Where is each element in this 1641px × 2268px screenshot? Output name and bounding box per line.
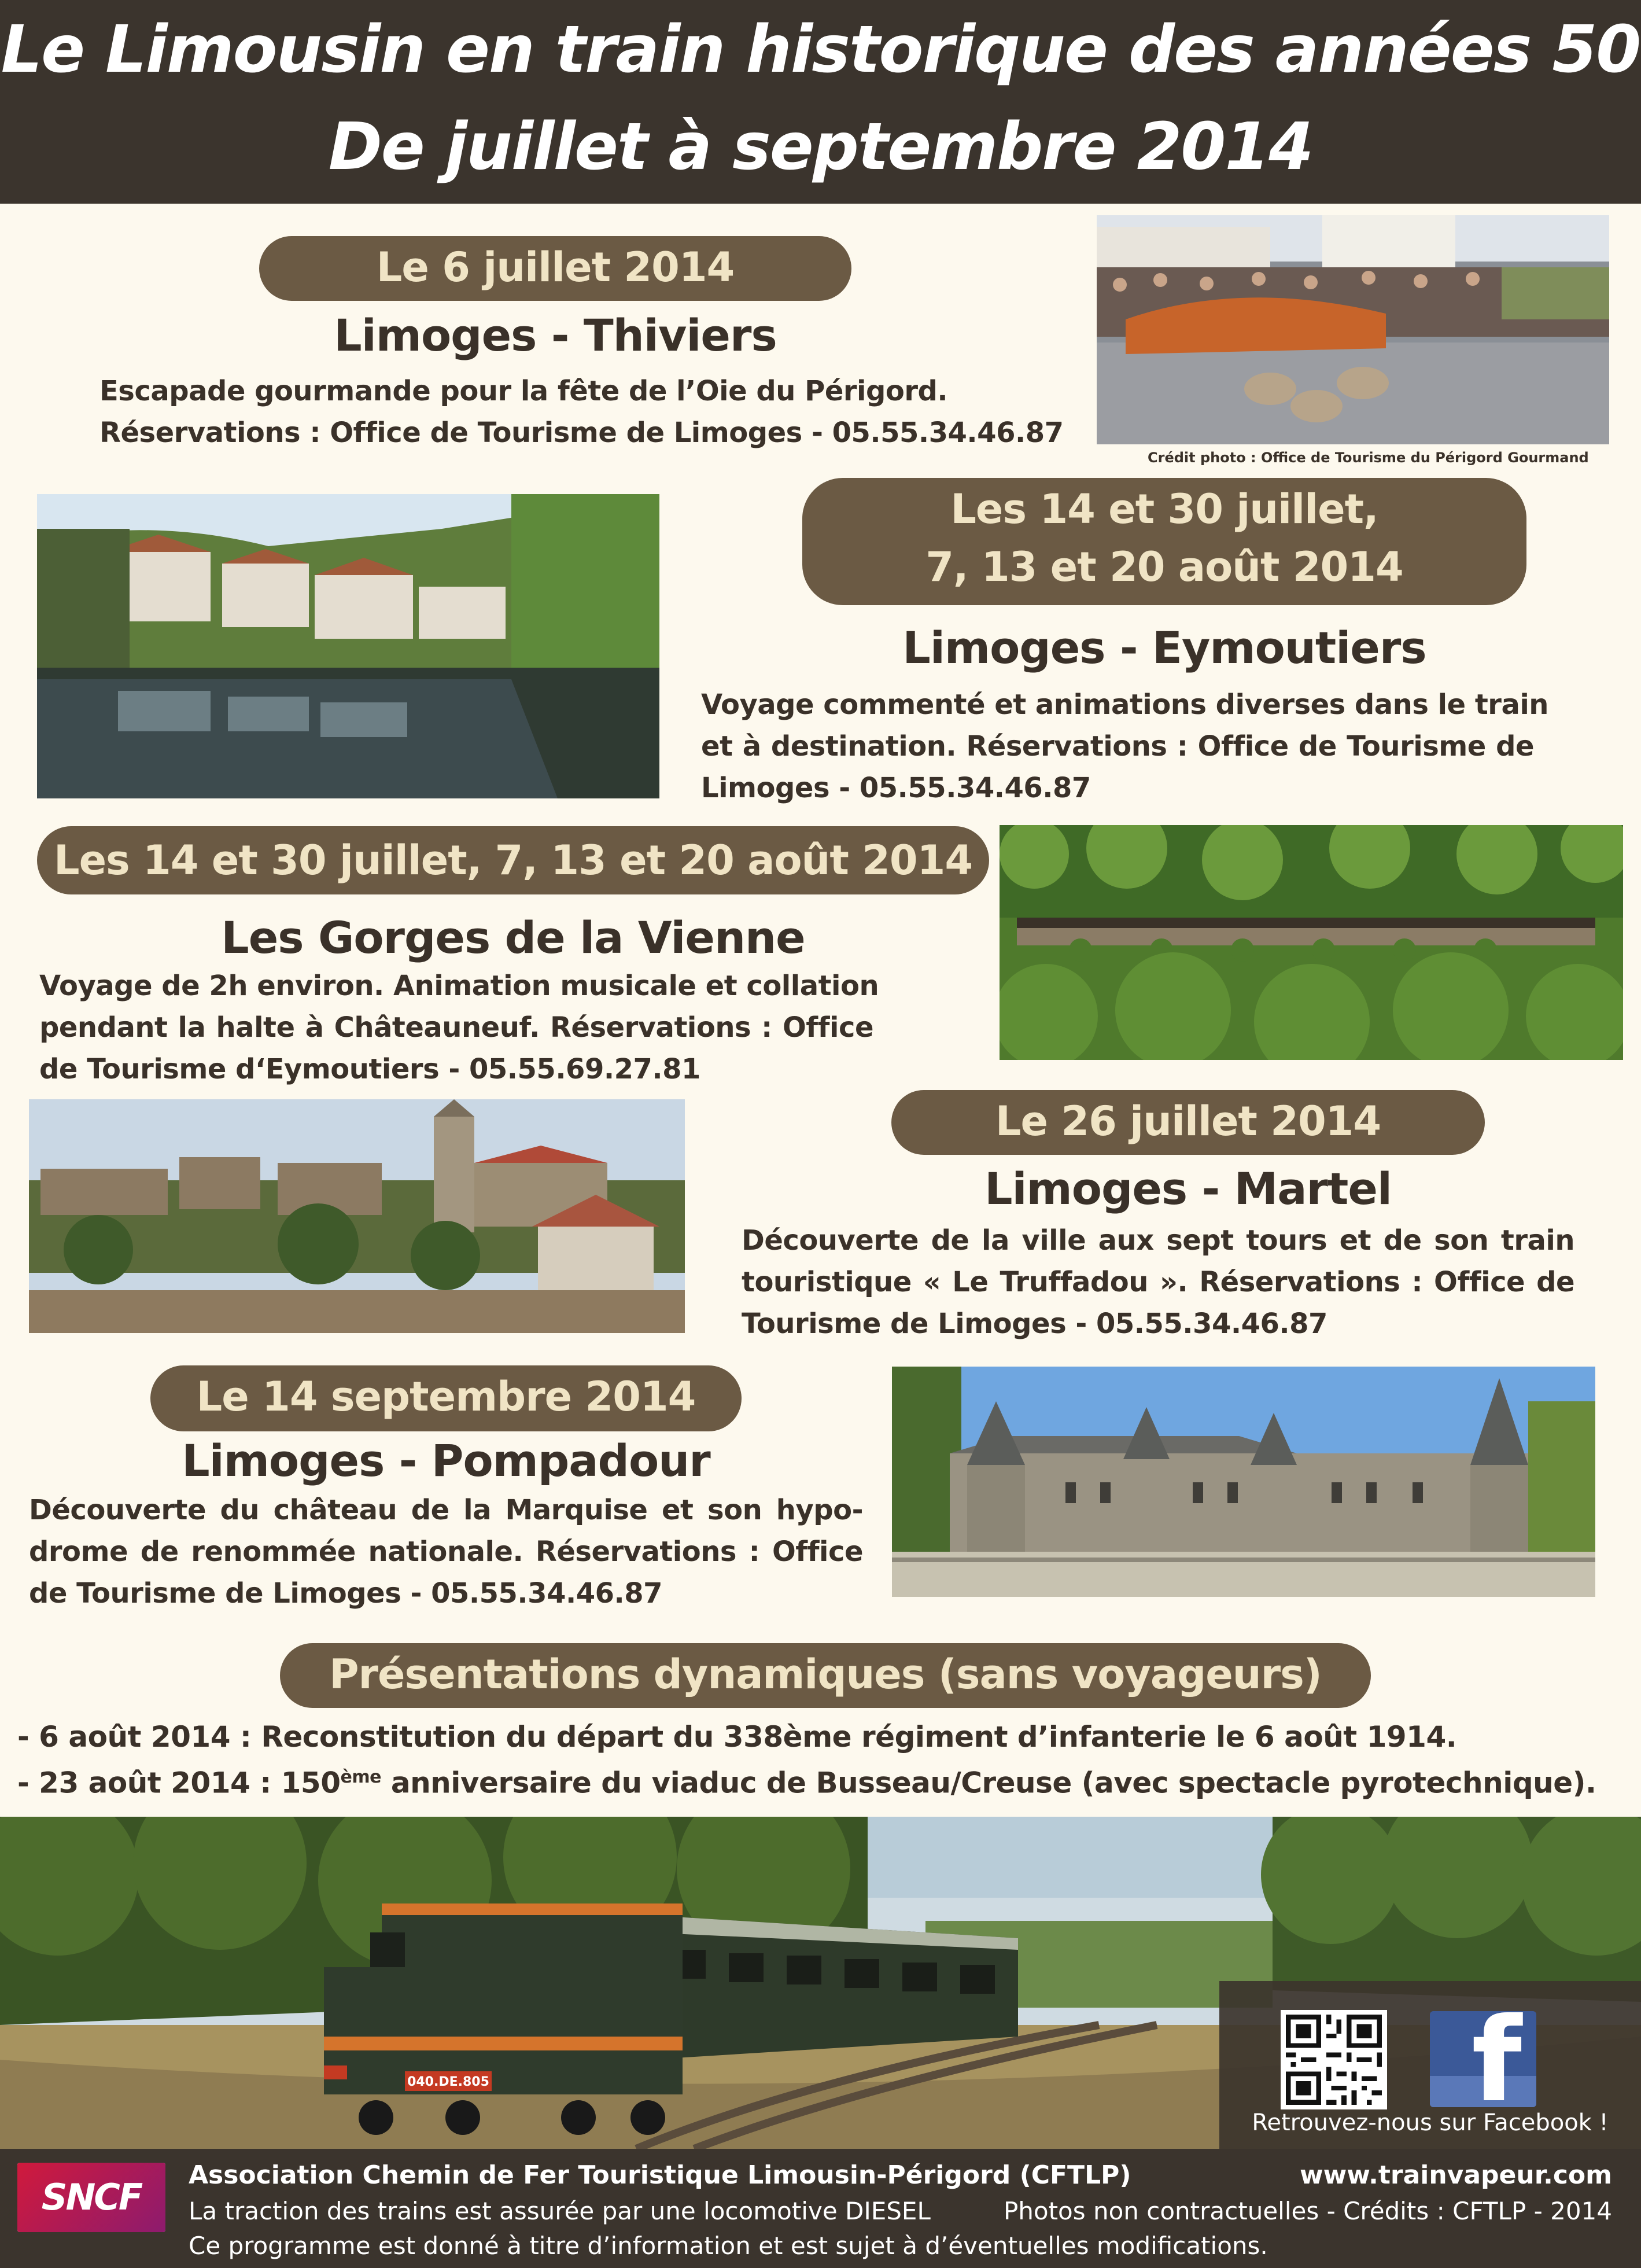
event-date-line: 7, 13 et 20 août 2014 bbox=[925, 543, 1403, 591]
event-date-pompadour: Le 14 septembre 2014 bbox=[150, 1365, 742, 1431]
description-line: Découverte du château de la Marquise et son hypo- bbox=[29, 1494, 863, 1526]
footer-association: Association Chemin de Fer Touristique Limousin-Périgord (CFTLP) bbox=[189, 2160, 1131, 2190]
event-route-martel: Limoges - Martel bbox=[984, 1163, 1392, 1214]
event-description-thiviers bbox=[99, 370, 1064, 454]
description-line: Voyage commenté et animations diverses dans le train bbox=[701, 689, 1548, 721]
photo-geese-festival bbox=[1097, 215, 1609, 444]
photo-pompadour-castle bbox=[892, 1367, 1595, 1597]
photo-credit: Crédit photo : Office de Tourisme du Périgord Gourmand bbox=[1148, 450, 1589, 466]
poster-header bbox=[0, 0, 1641, 204]
description-line: Limoges - 05.55.34.46.87 bbox=[701, 772, 1091, 804]
presentation-item-2 bbox=[17, 1757, 1596, 1804]
poster-title-line1: Le Limousin en train historique des années 50 bbox=[1, 12, 1640, 87]
event-description-eymoutiers bbox=[701, 684, 1548, 809]
presentation-item-2-suffix: anniversaire du viaduc de Busseau/Creuse (avec spectacle pyrotechnique). bbox=[381, 1766, 1596, 1800]
description-line: Tourisme de Limoges - 05.55.34.46.87 bbox=[742, 1308, 1327, 1340]
qr-code-icon[interactable] bbox=[1281, 2010, 1387, 2109]
footer-photo-credits: Photos non contractuelles - Crédits : CFTLP - 2014 bbox=[1003, 2197, 1612, 2225]
event-route-gorges: Les Gorges de la Vienne bbox=[221, 912, 805, 963]
description-line: Voyage de 2h environ. Animation musicale et collation bbox=[39, 970, 879, 1002]
photo-eymoutiers-river bbox=[37, 494, 659, 798]
footer-website[interactable]: www.trainvapeur.com bbox=[1299, 2160, 1612, 2190]
event-route-pompadour: Limoges - Pompadour bbox=[182, 1435, 710, 1486]
footer-traction: La traction des trains est assurée par une locomotive DIESEL bbox=[189, 2197, 931, 2225]
description-line: de Tourisme de Limoges - 05.55.34.46.87 bbox=[29, 1577, 663, 1610]
event-description-martel bbox=[742, 1220, 1574, 1345]
description-line: pendant la halte à Châteauneuf. Réservations : Office bbox=[39, 1011, 873, 1044]
event-date-gorges: Les 14 et 30 juillet, 7, 13 et 20 août 2014 bbox=[37, 826, 989, 894]
locomotive-number: 040.DE.805 bbox=[407, 2075, 489, 2089]
event-description-pompadour bbox=[29, 1489, 863, 1614]
description-line: et à destination. Réservations : Office de Tourisme de bbox=[701, 730, 1534, 763]
poster-footer bbox=[0, 2149, 1641, 2268]
description-line: Escapade gourmande pour la fête de l’Oie du Périgord. bbox=[99, 375, 948, 407]
facebook-icon[interactable] bbox=[1430, 2011, 1536, 2107]
footer-disclaimer: Ce programme est donné à titre d’information et est sujet à d’éventuelles modifications. bbox=[189, 2232, 1268, 2260]
event-date-line: Les 14 et 30 juillet, bbox=[950, 485, 1378, 533]
sncf-logo-text: SNCF bbox=[41, 2176, 142, 2218]
description-line: de Tourisme d‘Eymoutiers - 05.55.69.27.81 bbox=[39, 1053, 700, 1085]
description-line: Découverte de la ville aux sept tours et de son train bbox=[742, 1224, 1574, 1257]
photo-viaduct-train bbox=[1000, 825, 1623, 1060]
poster-title-line2: De juillet à septembre 2014 bbox=[328, 109, 1313, 185]
presentation-item-2-sup: ème bbox=[340, 1767, 381, 1787]
event-description-gorges bbox=[39, 965, 879, 1090]
event-date-eymoutiers bbox=[802, 478, 1526, 605]
event-route-thiviers: Limoges - Thiviers bbox=[334, 310, 777, 361]
facebook-caption[interactable]: Retrouvez-nous sur Facebook ! bbox=[1252, 2109, 1609, 2136]
description-line: drome de renommée nationale. Réservations : Office bbox=[29, 1536, 863, 1568]
event-route-eymoutiers: Limoges - Eymoutiers bbox=[902, 622, 1426, 673]
social-panel bbox=[1219, 1981, 1641, 2149]
presentation-item-2-prefix: - 23 août 2014 : 150 bbox=[17, 1766, 341, 1800]
event-date-thiviers: Le 6 juillet 2014 bbox=[259, 236, 851, 301]
event-date-martel: Le 26 juillet 2014 bbox=[891, 1090, 1485, 1155]
description-line: touristique « Le Truffadou ». Réservations : Office de bbox=[742, 1266, 1574, 1298]
facebook-letter: f bbox=[1472, 2011, 1522, 2107]
sncf-logo bbox=[17, 2163, 165, 2232]
photo-martel-village bbox=[29, 1099, 685, 1333]
presentation-item-1: - 6 août 2014 : Reconstitution du départ du 338ème régiment d’infanterie le 6 août 1914. bbox=[17, 1720, 1457, 1754]
description-line: Réservations : Office de Tourisme de Limoges - 05.55.34.46.87 bbox=[99, 417, 1064, 449]
presentations-title: Présentations dynamiques (sans voyageurs) bbox=[280, 1643, 1371, 1708]
